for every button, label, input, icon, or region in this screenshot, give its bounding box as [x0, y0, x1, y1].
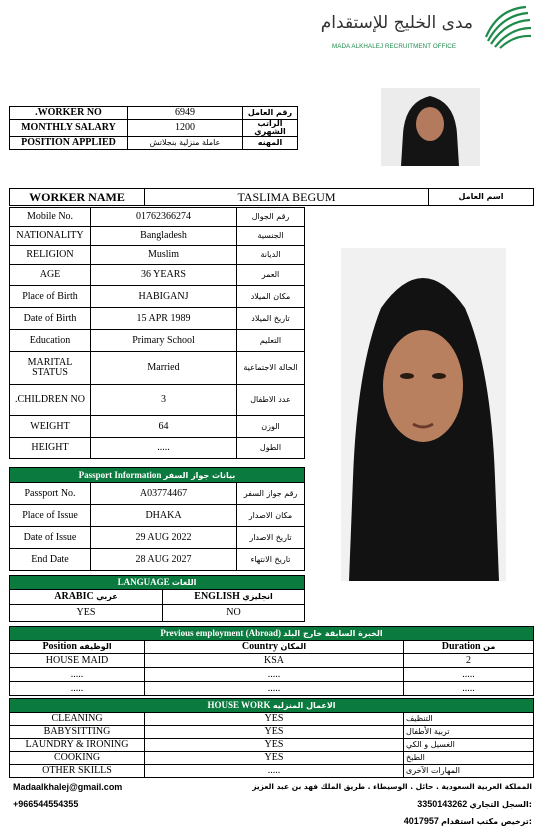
housework-skill: OTHER SKILLS: [10, 765, 145, 778]
detail-ar: العمر: [237, 265, 305, 286]
detail-label: NATIONALITY: [10, 227, 91, 246]
position-value: عاملة منزلية بنجلاتش: [128, 137, 243, 150]
position-header-label: Position: [42, 641, 77, 652]
passport-ar: مكان الاصدار: [237, 505, 305, 527]
detail-value: 36 YEARS: [91, 265, 237, 286]
arabic-header: [10, 590, 163, 605]
detail-label: AGE: [10, 265, 91, 286]
worker-name-value: TASLIMA BEGUM: [145, 189, 429, 206]
employment-position: HOUSE MAID: [10, 654, 145, 668]
housework-title: HOUSE WORK: [207, 700, 271, 710]
detail-value: Muslim: [91, 246, 237, 265]
passport-ar: تاريخ الاصدار: [237, 527, 305, 549]
employment-country: KSA: [145, 654, 404, 668]
detail-value: 15 APR 1989: [91, 308, 237, 330]
detail-label: WEIGHT: [10, 416, 91, 438]
employment-duration: .....: [404, 668, 534, 682]
worker-no-label: .WORKER NO: [10, 107, 128, 120]
logo-english-text: MADA ALKHALEJ RECRUITMENT OFFICE: [332, 43, 457, 50]
english-value: NO: [163, 605, 305, 622]
salary-label: MONTHLY SALARY: [10, 120, 128, 137]
detail-ar: مكان الميلاد: [237, 286, 305, 308]
duration-header-ar: من: [483, 642, 496, 651]
language-title: LANGUAGE: [117, 577, 170, 587]
housework-skill-ar: الغسيل و الكي: [404, 739, 534, 752]
housework-value: YES: [145, 726, 404, 739]
footer-cr: [417, 799, 532, 809]
detail-ar: رقم الجوال: [237, 208, 305, 227]
housework-skill-ar: الطبخ: [404, 752, 534, 765]
detail-value: Married: [91, 352, 237, 385]
arabic-value: YES: [10, 605, 163, 622]
position-col-header: [10, 641, 145, 654]
detail-label: .CHILDREN NO: [10, 385, 91, 416]
company-logo: [320, 3, 535, 55]
passport-label: Place of Issue: [10, 505, 91, 527]
detail-ar: الجنسية: [237, 227, 305, 246]
housework-skill-ar: التنظيف: [404, 713, 534, 726]
passport-value: A03774467: [91, 483, 237, 505]
passport-value: 29 AUG 2022: [91, 527, 237, 549]
passport-ar: تاريخ الانتهاء: [237, 549, 305, 571]
english-label-ar: انجليزي: [242, 592, 273, 601]
detail-value: 01762366274: [91, 208, 237, 227]
language-header: [10, 576, 305, 590]
footer: [0, 778, 545, 834]
detail-value: Bangladesh: [91, 227, 237, 246]
detail-label: MARITAL STATUS: [10, 352, 91, 385]
passport-value: DHAKA: [91, 505, 237, 527]
position-header-ar: الوظيفه: [79, 642, 112, 651]
license-label: ترخيص مكتب استقدام:: [441, 817, 532, 826]
salary-ar: الراتب الشهري: [243, 120, 298, 137]
employment-duration: 2: [404, 654, 534, 668]
footer-phone[interactable]: +966544554355: [13, 799, 79, 809]
housework-skill: CLEANING: [10, 713, 145, 726]
employment-table: [9, 626, 534, 696]
job-summary-table: [9, 106, 298, 150]
housework-value: YES: [145, 752, 404, 765]
passport-label: End Date: [10, 549, 91, 571]
housework-value: YES: [145, 739, 404, 752]
cr-value: 3350143262: [417, 799, 468, 809]
position-ar: المهنه: [243, 137, 298, 150]
footer-email[interactable]: Madaalkhalej@gmail.com: [13, 782, 123, 792]
detail-label: Mobile No.: [10, 208, 91, 227]
duration-header-label: Duration: [441, 641, 481, 652]
logo-arabic-text: مدى الخليج للإستقدام: [320, 13, 473, 33]
employment-country: .....: [145, 668, 404, 682]
worker-photo-small: [381, 88, 480, 166]
country-header-ar: المكان: [280, 642, 307, 651]
detail-ar: الوزن: [237, 416, 305, 438]
english-label: ENGLISH: [194, 591, 240, 602]
worker-photo-large: [341, 248, 506, 581]
language-title-ar: اللغات: [171, 578, 197, 587]
employment-position: .....: [10, 682, 145, 696]
detail-ar: الطول: [237, 438, 305, 459]
english-header: [163, 590, 305, 605]
detail-value: 3: [91, 385, 237, 416]
housework-value: YES: [145, 713, 404, 726]
logo-emblem-icon: [478, 3, 534, 49]
detail-label: HEIGHT: [10, 438, 91, 459]
housework-skill: COOKING: [10, 752, 145, 765]
detail-label: Place of Birth: [10, 286, 91, 308]
passport-ar: رقم جواز السفر: [237, 483, 305, 505]
detail-ar: تاريخ الميلاد: [237, 308, 305, 330]
employment-country: .....: [145, 682, 404, 696]
passport-label: Date of Issue: [10, 527, 91, 549]
country-header-label: Country: [241, 641, 279, 652]
passport-title-ar: بيانات جواز السفر: [163, 470, 236, 480]
worker-no-value: 6949: [128, 107, 243, 120]
detail-ar: الحالة الاجتماعية: [237, 352, 305, 385]
detail-ar: التعليم: [237, 330, 305, 352]
salary-value: 1200: [128, 120, 243, 137]
passport-label: Passport No.: [10, 483, 91, 505]
duration-col-header: [404, 641, 534, 654]
passport-title: Passport Information: [78, 469, 162, 480]
license-value: 4017957: [403, 816, 439, 826]
employment-title-ar: الخبرة السابقة خارج البلد: [283, 629, 383, 638]
passport-value: 28 AUG 2027: [91, 549, 237, 571]
worker-name-table: [9, 188, 534, 206]
detail-value: HABIGANJ: [91, 286, 237, 308]
employment-position: .....: [10, 668, 145, 682]
language-table: [9, 575, 305, 622]
detail-label: Education: [10, 330, 91, 352]
country-col-header: [145, 641, 404, 654]
employment-title: Previous employment (Abroad): [160, 628, 282, 638]
worker-name-ar: اسم العامل: [429, 189, 534, 206]
detail-label: Date of Birth: [10, 308, 91, 330]
housework-skill-ar: المهارات الآخرى: [404, 765, 534, 778]
detail-ar: الديانة: [237, 246, 305, 265]
housework-title-ar: الاعمال المنزليه: [272, 701, 336, 710]
cr-label: السجل التجاري:: [469, 800, 532, 809]
worker-no-ar: رقم العامل: [243, 107, 298, 120]
housework-skill: BABYSITTING: [10, 726, 145, 739]
detail-value: Primary School: [91, 330, 237, 352]
employment-duration: .....: [404, 682, 534, 696]
employment-header: [10, 627, 534, 641]
housework-skill: LAUNDRY & IRONING: [10, 739, 145, 752]
housework-value: .....: [145, 765, 404, 778]
position-label: POSITION APPLIED: [10, 137, 128, 150]
housework-skill-ar: تربية الأطفال: [404, 726, 534, 739]
detail-label: RELIGION: [10, 246, 91, 265]
arabic-label: ARABIC: [54, 591, 94, 602]
housework-header: [10, 699, 534, 713]
personal-details-table: [9, 207, 305, 459]
housework-table: [9, 698, 534, 778]
footer-license: [404, 816, 532, 826]
detail-value: 64: [91, 416, 237, 438]
footer-address: المملكة العربية السعودية . حائل . الوسيطاء . طريق الملك فهد بن عبد العزيز: [252, 782, 532, 791]
arabic-label-ar: عربي: [96, 592, 118, 601]
passport-table: [9, 467, 305, 571]
detail-ar: عدد الاطفال: [237, 385, 305, 416]
detail-value: .....: [91, 438, 237, 459]
passport-header: [10, 468, 305, 483]
worker-name-label: WORKER NAME: [10, 189, 145, 206]
